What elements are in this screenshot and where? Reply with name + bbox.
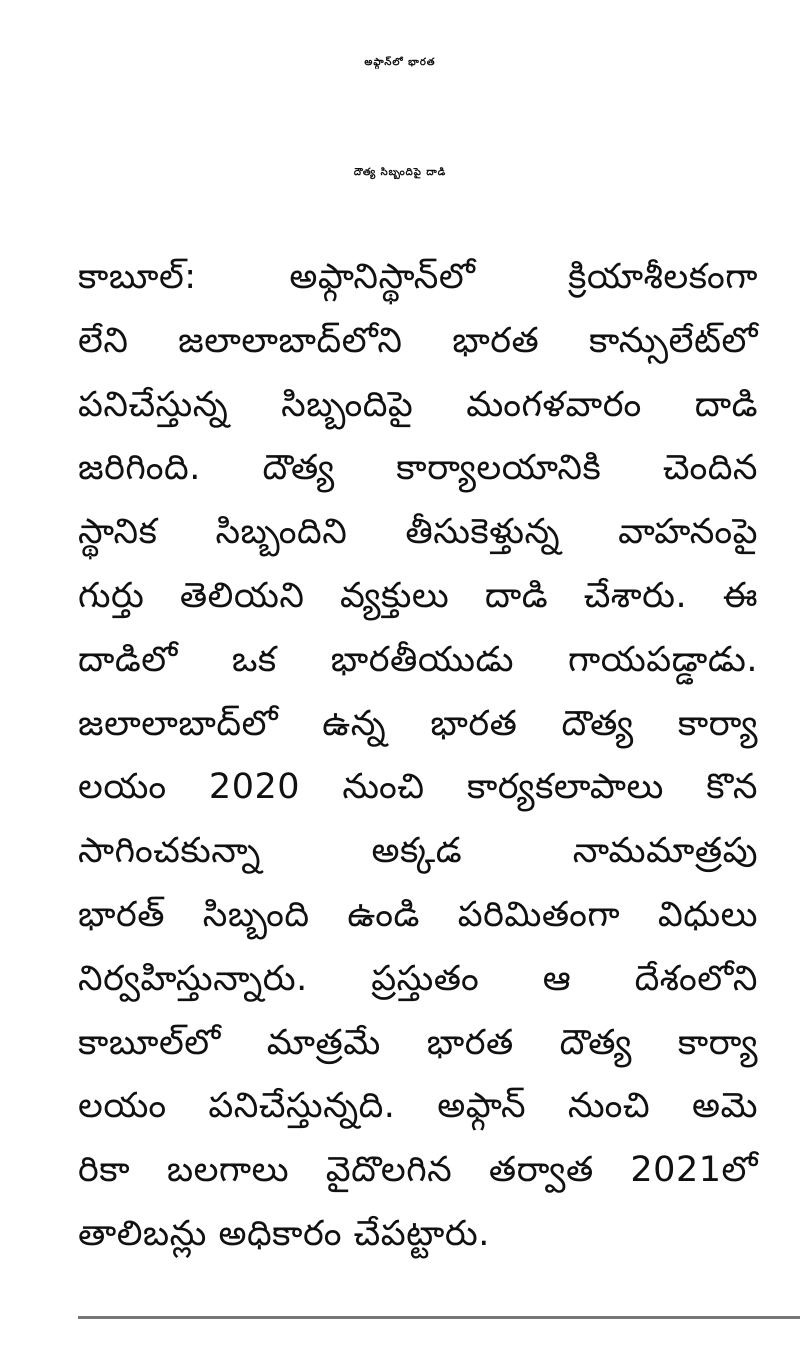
body-line: పనిచేస్తున్న సిబ్బందిపై మంగళవారం దాడి [78, 384, 758, 425]
body-line: భారత్ సిబ్బంది ఉండి పరిమితంగా విధులు [78, 894, 758, 935]
body-line: రికా బలగాలు వైదొలగిన తర్వాత 2021లో [78, 1150, 758, 1191]
headline-line: దౌత్య సిబ్బందిపై దాడి [353, 167, 447, 178]
body-line: సాగించకున్నా అక్కడ నామమాత్రపు [78, 831, 758, 872]
headline [0, 8, 800, 228]
body-line: లయం పనిచేస్తున్నది. అఫ్గాన్ నుంచి అమె [78, 1086, 758, 1127]
body-line: నిర్వహిస్తున్నారు. ప్రస్తుతం ఆ దేశంలోని [78, 958, 758, 999]
article-body [78, 246, 758, 1267]
body-line: దాడిలో ఒక భారతీయుడు గాయపడ్డాడు. [78, 639, 758, 680]
body-line: కాబూల్‌లో మాత్రమే భారత దౌత్య కార్యా [78, 1022, 758, 1063]
body-line: స్థానిక సిబ్బందిని తీసుకెళ్తున్న వాహనంపై [78, 512, 758, 553]
body-line: జరిగింది. దౌత్య కార్యాలయానికి చెందిన [78, 448, 758, 489]
body-line: జలాలాబాద్‌లో ఉన్న భారత దౌత్య కార్యా [78, 703, 758, 744]
body-line: గుర్తు తెలియని వ్యక్తులు దాడి చేశారు. ఈ [78, 575, 758, 616]
headline-line: అఫ్గాన్‌లో భారత [364, 57, 436, 68]
body-line: లేని జలాలాబాద్‌లోని భారత కాన్సులేట్‌లో [78, 320, 758, 361]
body-line: తాలిబన్లు అధికారం చేపట్టారు. [78, 1213, 490, 1254]
body-line: కాబూల్: అఫ్గానిస్థాన్‌లో క్రియాశీలకంగా [78, 257, 758, 297]
body-line: లయం 2020 నుంచి కార్యకలాపాలు కొన [78, 767, 758, 808]
bottom-divider [78, 1316, 800, 1319]
